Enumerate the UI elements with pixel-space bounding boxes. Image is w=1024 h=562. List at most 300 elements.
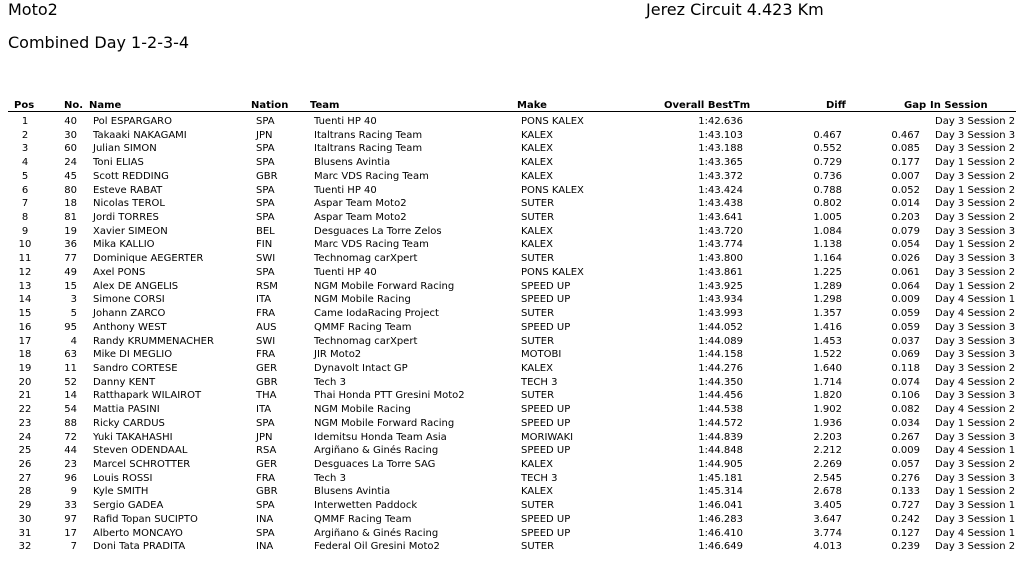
col-header-make: Make bbox=[517, 100, 547, 111]
cell-make: KALEX bbox=[521, 458, 553, 470]
cell-best: 1:43.103 bbox=[698, 129, 743, 141]
cell-make: SUTER bbox=[521, 198, 555, 210]
cell-session: Day 3 Session 2 bbox=[935, 198, 1016, 210]
cell-make: TECH 3 bbox=[521, 376, 558, 388]
cell-make: KALEX bbox=[521, 143, 553, 155]
col-header-session: In Session bbox=[930, 100, 988, 111]
cell-session: Day 3 Session 2 bbox=[935, 541, 1016, 553]
cell-best: 1:46.410 bbox=[698, 527, 743, 539]
cell-name: Mike DI MEGLIO bbox=[93, 349, 173, 361]
table-row bbox=[0, 389, 1024, 403]
cell-team: Idemitsu Honda Team Asia bbox=[314, 431, 447, 443]
cell-nation: GER bbox=[256, 458, 278, 470]
cell-make: SPEED UP bbox=[521, 527, 571, 539]
cell-nation: SPA bbox=[256, 184, 275, 196]
cell-session: Day 4 Session 1 bbox=[935, 294, 1016, 306]
cell-pos: 8 bbox=[21, 212, 29, 224]
cell-gap: 0.014 bbox=[891, 198, 920, 210]
cell-best: 1:43.934 bbox=[698, 294, 743, 306]
cell-no: 44 bbox=[64, 445, 77, 457]
cell-name: Louis ROSSI bbox=[93, 472, 153, 484]
cell-diff: 3.774 bbox=[813, 527, 842, 539]
cell-nation: JPN bbox=[256, 129, 273, 141]
cell-nation: SWI bbox=[256, 335, 276, 347]
table-row bbox=[0, 156, 1024, 170]
cell-nation: ITA bbox=[256, 294, 272, 306]
cell-gap: 0.242 bbox=[891, 513, 920, 525]
cell-make: KALEX bbox=[521, 486, 553, 498]
cell-gap: 0.057 bbox=[891, 458, 920, 470]
cell-gap: 0.054 bbox=[891, 239, 920, 251]
cell-name: Mika KALLIO bbox=[93, 239, 155, 251]
cell-session: Day 3 Session 2 bbox=[935, 266, 1016, 278]
cell-team: Blusens Avintia bbox=[314, 157, 391, 169]
cell-no: 45 bbox=[64, 170, 77, 182]
cell-nation: INA bbox=[256, 513, 274, 525]
cell-best: 1:44.052 bbox=[698, 321, 743, 333]
cell-gap: 0.127 bbox=[891, 527, 920, 539]
col-header-nation: Nation bbox=[251, 100, 289, 111]
cell-diff: 1.298 bbox=[813, 294, 842, 306]
cell-gap: 0.106 bbox=[891, 390, 920, 402]
table-row bbox=[0, 197, 1024, 211]
cell-session: Day 3 Session 3 bbox=[935, 431, 1016, 443]
cell-team: Blusens Avintia bbox=[314, 486, 391, 498]
cell-pos: 11 bbox=[18, 253, 32, 265]
cell-no: 60 bbox=[64, 143, 77, 155]
cell-diff: 1.289 bbox=[813, 280, 842, 292]
cell-no: 63 bbox=[64, 349, 77, 361]
cell-name: Axel PONS bbox=[93, 266, 146, 278]
cell-gap: 0.276 bbox=[891, 472, 920, 484]
cell-diff: 1.936 bbox=[813, 417, 842, 429]
cell-team: Tech 3 bbox=[314, 376, 346, 388]
cell-nation: SPA bbox=[256, 266, 275, 278]
table-row bbox=[0, 540, 1024, 554]
cell-session: Day 1 Session 2 bbox=[935, 486, 1016, 498]
table-row bbox=[0, 266, 1024, 280]
cell-gap: 0.037 bbox=[891, 335, 920, 347]
cell-no: 15 bbox=[64, 280, 77, 292]
cell-name: Johann ZARCO bbox=[93, 308, 166, 320]
cell-session: Day 3 Session 1 bbox=[935, 513, 1016, 525]
cell-make: SUTER bbox=[521, 212, 555, 224]
cell-no: 36 bbox=[64, 239, 77, 251]
cell-team: Tuenti HP 40 bbox=[314, 116, 377, 127]
cell-no: 4 bbox=[70, 335, 77, 347]
cell-no: 30 bbox=[64, 129, 77, 141]
table-row bbox=[0, 280, 1024, 294]
cell-best: 1:43.993 bbox=[698, 308, 743, 320]
cell-pos: 32 bbox=[18, 541, 32, 553]
cell-make: KALEX bbox=[521, 157, 553, 169]
results-table bbox=[0, 115, 1024, 554]
cell-name: Sergio GADEA bbox=[93, 500, 164, 512]
cell-gap: 0.074 bbox=[891, 376, 920, 388]
cell-session: Day 1 Session 2 bbox=[935, 184, 1016, 196]
cell-make: SUTER bbox=[521, 500, 555, 512]
table-row bbox=[0, 362, 1024, 376]
cell-nation: BEL bbox=[256, 225, 275, 237]
cell-no: 80 bbox=[64, 184, 77, 196]
cell-nation: SPA bbox=[256, 212, 275, 224]
cell-name: Julian SIMON bbox=[93, 143, 157, 155]
cell-best: 1:45.181 bbox=[698, 472, 743, 484]
cell-session: Day 3 Session 2 bbox=[935, 362, 1016, 374]
cell-diff: 0.467 bbox=[813, 129, 842, 141]
cell-best: 1:42.636 bbox=[698, 116, 743, 127]
cell-best: 1:43.800 bbox=[698, 253, 743, 265]
cell-gap: 0.052 bbox=[891, 184, 920, 196]
cell-no: 54 bbox=[64, 404, 77, 416]
cell-diff: 0.736 bbox=[813, 170, 842, 182]
cell-pos: 29 bbox=[18, 500, 32, 512]
cell-team: Technomag carXpert bbox=[314, 253, 418, 265]
cell-team: Tech 3 bbox=[314, 472, 346, 484]
cell-make: SPEED UP bbox=[521, 280, 571, 292]
cell-nation: SPA bbox=[256, 198, 275, 210]
cell-best: 1:43.641 bbox=[698, 212, 743, 224]
cell-session: Day 4 Session 2 bbox=[935, 404, 1016, 416]
cell-team: Federal Oil Gresini Moto2 bbox=[314, 541, 440, 553]
cell-no: 18 bbox=[64, 198, 77, 210]
cell-make: SUTER bbox=[521, 390, 555, 402]
cell-team: Thai Honda PTT Gresini Moto2 bbox=[314, 390, 465, 402]
cell-make: PONS KALEX bbox=[521, 266, 584, 278]
cell-session: Day 3 Session 3 bbox=[935, 349, 1016, 361]
cell-gap: 0.026 bbox=[891, 253, 920, 265]
cell-name: Yuki TAKAHASHI bbox=[93, 431, 173, 443]
cell-pos: 31 bbox=[18, 527, 32, 539]
cell-team: Argiñano & Ginés Racing bbox=[314, 445, 439, 457]
cell-diff: 1.084 bbox=[813, 225, 842, 237]
cell-name: Doni Tata PRADITA bbox=[93, 541, 186, 553]
cell-gap: 0.061 bbox=[891, 266, 920, 278]
cell-team: QMMF Racing Team bbox=[314, 321, 412, 333]
cell-session: Day 4 Session 2 bbox=[935, 376, 1016, 388]
cell-best: 1:43.925 bbox=[698, 280, 743, 292]
cell-session: Day 3 Session 2 bbox=[935, 170, 1016, 182]
cell-make: SPEED UP bbox=[521, 417, 571, 429]
cell-no: 17 bbox=[64, 527, 77, 539]
cell-gap: 0.467 bbox=[891, 129, 920, 141]
cell-team: Dynavolt Intact GP bbox=[314, 362, 408, 374]
cell-diff: 0.802 bbox=[813, 198, 842, 210]
cell-diff: 2.678 bbox=[813, 486, 842, 498]
table-row bbox=[0, 211, 1024, 225]
cell-team: NGM Mobile Forward Racing bbox=[314, 280, 455, 292]
col-header-team: Team bbox=[310, 100, 340, 111]
cell-pos: 26 bbox=[18, 458, 32, 470]
cell-team: Technomag carXpert bbox=[314, 335, 418, 347]
cell-pos: 2 bbox=[21, 129, 29, 141]
cell-team: QMMF Racing Team bbox=[314, 513, 412, 525]
cell-name: Xavier SIMEON bbox=[93, 225, 168, 237]
cell-make: SPEED UP bbox=[521, 404, 571, 416]
cell-best: 1:43.188 bbox=[698, 143, 743, 155]
cell-make: SPEED UP bbox=[521, 445, 571, 457]
cell-team: Marc VDS Racing Team bbox=[314, 239, 429, 251]
cell-team: Tuenti HP 40 bbox=[314, 184, 377, 196]
cell-nation: GBR bbox=[256, 170, 278, 182]
table-row bbox=[0, 170, 1024, 184]
cell-nation: SPA bbox=[256, 157, 275, 169]
cell-pos: 12 bbox=[18, 266, 32, 278]
cell-no: 81 bbox=[64, 212, 77, 224]
cell-best: 1:44.456 bbox=[698, 390, 743, 402]
cell-session: Day 3 Session 3 bbox=[935, 225, 1016, 237]
cell-pos: 18 bbox=[18, 349, 32, 361]
cell-name: Mattia PASINI bbox=[93, 404, 160, 416]
table-row bbox=[0, 485, 1024, 499]
cell-nation: FIN bbox=[256, 239, 273, 251]
cell-gap: 0.009 bbox=[891, 445, 920, 457]
cell-pos: 5 bbox=[21, 170, 29, 182]
table-row bbox=[0, 238, 1024, 252]
cell-name: Randy KRUMMENACHER bbox=[93, 335, 214, 347]
category-title: Moto2 bbox=[8, 0, 58, 19]
cell-diff: 0.552 bbox=[813, 143, 842, 155]
cell-session: Day 4 Session 2 bbox=[935, 308, 1016, 320]
cell-nation: INA bbox=[256, 541, 274, 553]
cell-name: Nicolas TEROL bbox=[93, 198, 165, 210]
cell-gap: 0.203 bbox=[891, 212, 920, 224]
cell-make: SPEED UP bbox=[521, 294, 571, 306]
cell-gap: 0.059 bbox=[891, 308, 920, 320]
cell-name: Pol ESPARGARO bbox=[93, 116, 173, 127]
table-row bbox=[0, 513, 1024, 527]
cell-make: SPEED UP bbox=[521, 321, 571, 333]
cell-gap: 0.177 bbox=[891, 157, 920, 169]
cell-pos: 28 bbox=[18, 486, 32, 498]
cell-diff: 1.522 bbox=[813, 349, 842, 361]
cell-name: Danny KENT bbox=[93, 376, 156, 388]
page-subtitle: Combined Day 1-2-3-4 bbox=[8, 33, 190, 52]
cell-best: 1:43.424 bbox=[698, 184, 743, 196]
col-header-best: Overall BestTm bbox=[664, 100, 751, 111]
cell-session: Day 3 Session 2 bbox=[935, 116, 1016, 127]
cell-gap: 0.239 bbox=[891, 541, 920, 553]
cell-make: KALEX bbox=[521, 362, 553, 374]
cell-name: Takaaki NAKAGAMI bbox=[93, 129, 187, 141]
cell-best: 1:46.041 bbox=[698, 500, 743, 512]
cell-session: Day 3 Session 2 bbox=[935, 143, 1016, 155]
cell-make: SUTER bbox=[521, 308, 555, 320]
cell-no: 97 bbox=[64, 513, 77, 525]
cell-no: 11 bbox=[64, 362, 77, 374]
table-row bbox=[0, 321, 1024, 335]
cell-name: Marcel SCHROTTER bbox=[93, 458, 191, 470]
cell-session: Day 3 Session 3 bbox=[935, 253, 1016, 265]
cell-team: NGM Mobile Racing bbox=[314, 404, 411, 416]
cell-name: Anthony WEST bbox=[93, 321, 167, 333]
cell-session: Day 3 Session 3 bbox=[935, 472, 1016, 484]
cell-no: 14 bbox=[64, 390, 77, 402]
table-row bbox=[0, 335, 1024, 349]
cell-team: Aspar Team Moto2 bbox=[314, 198, 407, 210]
cell-pos: 30 bbox=[18, 513, 32, 525]
cell-make: SUTER bbox=[521, 253, 555, 265]
cell-name: Alex DE ANGELIS bbox=[93, 280, 179, 292]
cell-gap: 0.009 bbox=[891, 294, 920, 306]
cell-name: Toni ELIAS bbox=[93, 157, 144, 169]
cell-gap: 0.034 bbox=[891, 417, 920, 429]
cell-nation: GBR bbox=[256, 376, 278, 388]
table-row bbox=[0, 431, 1024, 445]
cell-diff: 1.357 bbox=[813, 308, 842, 320]
cell-diff: 4.013 bbox=[813, 541, 842, 553]
cell-gap: 0.267 bbox=[891, 431, 920, 443]
cell-best: 1:43.774 bbox=[698, 239, 743, 251]
cell-team: Came IodaRacing Project bbox=[314, 308, 439, 320]
cell-make: MOTOBI bbox=[521, 349, 562, 361]
cell-gap: 0.133 bbox=[891, 486, 920, 498]
cell-nation: RSA bbox=[256, 445, 277, 457]
cell-nation: THA bbox=[256, 390, 277, 402]
cell-pos: 16 bbox=[18, 321, 32, 333]
cell-diff: 2.545 bbox=[813, 472, 842, 484]
cell-nation: FRA bbox=[256, 472, 276, 484]
cell-gap: 0.118 bbox=[891, 362, 920, 374]
cell-diff: 0.729 bbox=[813, 157, 842, 169]
cell-session: Day 1 Session 2 bbox=[935, 417, 1016, 429]
cell-pos: 10 bbox=[18, 239, 32, 251]
cell-team: JIR Moto2 bbox=[314, 349, 362, 361]
cell-no: 19 bbox=[64, 225, 77, 237]
cell-no: 3 bbox=[70, 294, 77, 306]
cell-name: Dominique AEGERTER bbox=[93, 253, 204, 265]
cell-make: SUTER bbox=[521, 541, 555, 553]
cell-best: 1:44.538 bbox=[698, 404, 743, 416]
cell-no: 33 bbox=[64, 500, 77, 512]
cell-name: Ricky CARDUS bbox=[93, 417, 165, 429]
table-row bbox=[0, 293, 1024, 307]
cell-name: Esteve RABAT bbox=[93, 184, 163, 196]
cell-pos: 22 bbox=[18, 404, 32, 416]
cell-pos: 27 bbox=[18, 472, 32, 484]
cell-pos: 7 bbox=[21, 198, 29, 210]
cell-pos: 1 bbox=[21, 116, 29, 127]
cell-no: 23 bbox=[64, 458, 77, 470]
cell-gap: 0.082 bbox=[891, 404, 920, 416]
cell-gap: 0.007 bbox=[891, 170, 920, 182]
cell-session: Day 3 Session 1 bbox=[935, 500, 1016, 512]
cell-best: 1:44.350 bbox=[698, 376, 743, 388]
cell-best: 1:44.158 bbox=[698, 349, 743, 361]
cell-best: 1:45.314 bbox=[698, 486, 743, 498]
cell-team: Marc VDS Racing Team bbox=[314, 170, 429, 182]
cell-session: Day 1 Session 2 bbox=[935, 280, 1016, 292]
cell-pos: 6 bbox=[21, 184, 29, 196]
cell-session: Day 4 Session 1 bbox=[935, 527, 1016, 539]
cell-gap: 0.064 bbox=[891, 280, 920, 292]
table-row bbox=[0, 376, 1024, 390]
cell-no: 9 bbox=[70, 486, 77, 498]
cell-nation: ITA bbox=[256, 404, 272, 416]
cell-diff: 1.225 bbox=[813, 266, 842, 278]
cell-diff: 1.640 bbox=[813, 362, 842, 374]
cell-make: KALEX bbox=[521, 225, 553, 237]
cell-gap: 0.079 bbox=[891, 225, 920, 237]
cell-no: 49 bbox=[64, 266, 77, 278]
cell-best: 1:46.283 bbox=[698, 513, 743, 525]
cell-no: 96 bbox=[64, 472, 77, 484]
cell-name: Alberto MONCAYO bbox=[93, 527, 183, 539]
cell-name: Simone CORSI bbox=[93, 294, 165, 306]
table-row bbox=[0, 142, 1024, 156]
cell-name: Steven ODENDAAL bbox=[93, 445, 188, 457]
cell-diff: 1.453 bbox=[813, 335, 842, 347]
cell-session: Day 3 Session 3 bbox=[935, 129, 1016, 141]
cell-nation: AUS bbox=[256, 321, 277, 333]
table-row bbox=[0, 184, 1024, 198]
cell-best: 1:43.861 bbox=[698, 266, 743, 278]
table-row bbox=[0, 225, 1024, 239]
cell-make: PONS KALEX bbox=[521, 184, 584, 196]
cell-name: Kyle SMITH bbox=[93, 486, 149, 498]
cell-nation: FRA bbox=[256, 349, 276, 361]
cell-name: Scott REDDING bbox=[93, 170, 169, 182]
cell-pos: 9 bbox=[21, 225, 29, 237]
table-row bbox=[0, 115, 1024, 129]
cell-diff: 0.788 bbox=[813, 184, 842, 196]
cell-name: Ratthapark WILAIROT bbox=[93, 390, 202, 402]
cell-nation: SPA bbox=[256, 116, 275, 127]
circuit-title: Jerez Circuit 4.423 Km bbox=[646, 0, 824, 19]
table-row bbox=[0, 403, 1024, 417]
cell-no: 77 bbox=[64, 253, 77, 265]
cell-gap: 0.727 bbox=[891, 500, 920, 512]
cell-best: 1:43.365 bbox=[698, 157, 743, 169]
cell-make: PONS KALEX bbox=[521, 116, 584, 127]
table-row bbox=[0, 348, 1024, 362]
cell-nation: SPA bbox=[256, 417, 275, 429]
cell-diff: 1.820 bbox=[813, 390, 842, 402]
cell-pos: 4 bbox=[21, 157, 29, 169]
cell-nation: GBR bbox=[256, 486, 278, 498]
cell-nation: JPN bbox=[256, 431, 273, 443]
cell-diff: 1.416 bbox=[813, 321, 842, 333]
cell-best: 1:44.848 bbox=[698, 445, 743, 457]
cell-diff: 3.647 bbox=[813, 513, 842, 525]
cell-team: Italtrans Racing Team bbox=[314, 143, 423, 155]
cell-best: 1:44.839 bbox=[698, 431, 743, 443]
cell-diff: 1.902 bbox=[813, 404, 842, 416]
cell-gap: 0.085 bbox=[891, 143, 920, 155]
cell-best: 1:44.276 bbox=[698, 362, 743, 374]
cell-make: SUTER bbox=[521, 335, 555, 347]
cell-team: Tuenti HP 40 bbox=[314, 266, 377, 278]
cell-pos: 3 bbox=[21, 143, 29, 155]
table-row bbox=[0, 307, 1024, 321]
cell-make: KALEX bbox=[521, 170, 553, 182]
table-row bbox=[0, 252, 1024, 266]
col-header-name: Name bbox=[89, 100, 122, 111]
cell-diff: 3.405 bbox=[813, 500, 842, 512]
cell-diff: 2.203 bbox=[813, 431, 842, 443]
cell-name: Jordi TORRES bbox=[93, 212, 159, 224]
cell-pos: 24 bbox=[18, 431, 32, 443]
table-row bbox=[0, 444, 1024, 458]
cell-diff: 1.164 bbox=[813, 253, 842, 265]
col-header-diff: Diff bbox=[826, 100, 846, 111]
cell-no: 95 bbox=[64, 321, 77, 333]
cell-session: Day 3 Session 3 bbox=[935, 390, 1016, 402]
cell-session: Day 1 Session 2 bbox=[935, 239, 1016, 251]
cell-pos: 23 bbox=[18, 417, 32, 429]
cell-diff: 2.269 bbox=[813, 458, 842, 470]
cell-make: KALEX bbox=[521, 129, 553, 141]
